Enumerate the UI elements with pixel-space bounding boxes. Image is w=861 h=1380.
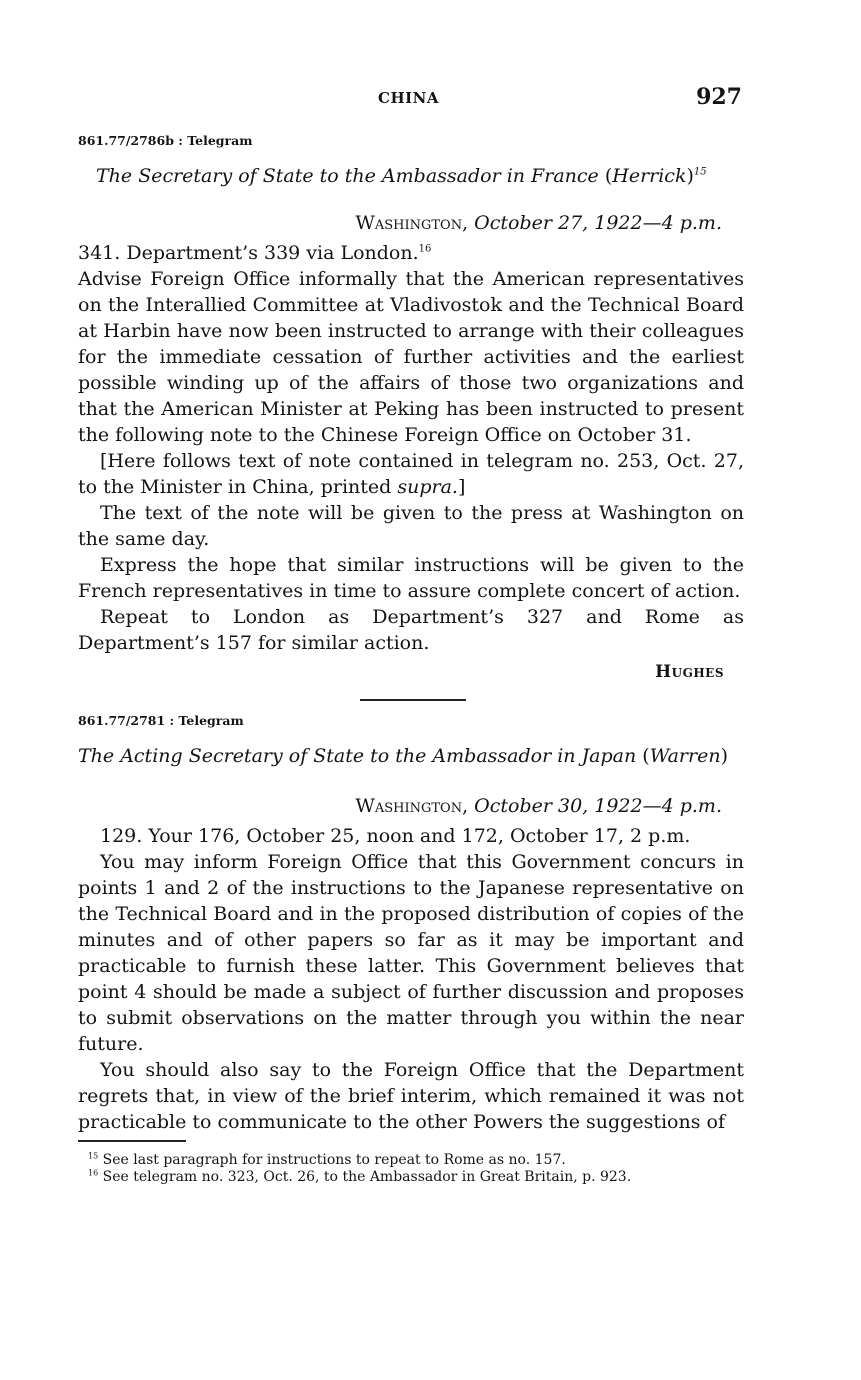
running-header-title: CHINA: [378, 89, 439, 107]
doc2-heading-text: The Acting Secretary of State to the Ambassador in Japan: [78, 745, 637, 767]
section-divider: [360, 699, 466, 701]
doc1-paragraph: Advise Foreign Office informally that the American representatives on the Interallied Committee at Vladivostok and the Technical Board at Harbin have now been instructed to arrange with their colleagues for the immediate cessation of further activities and the earliest possible winding up of the affairs of those two organizations and that the American Minister at Peking has been instructed to present the following note to the Chinese Foreign Office on October 31.: [78, 268, 744, 446]
doc2-heading: The Acting Secretary of State to the Ambassador in Japan (Warren): [78, 745, 728, 767]
doc1-paragraph: 341. Department’s 339 via London.$^{16}$: [78, 242, 432, 264]
doc1-heading-text: The Secretary of State to the Ambassador in France: [96, 165, 599, 187]
doc1-paragraph: Express the hope that similar instructions will be given to the French representatives in time to assure complete concert of action.: [78, 554, 744, 602]
doc1-body: [78, 240, 744, 656]
footnote-ref-15: 15: [693, 166, 707, 178]
doc2-dateline-date: October 30, 1922—4 p.m.: [474, 795, 722, 817]
footnote-15: $^{15}$ See last paragraph for instructions to repeat to Rome as no. 157.: [88, 1151, 566, 1168]
doc2-dateline-place: Washington,: [355, 795, 469, 817]
footnote-ref-16: 16: [418, 243, 432, 255]
doc2-file-id: 861.77/2781 : Telegram: [78, 713, 244, 728]
doc2-body: [78, 823, 744, 1135]
doc2-dateline: [355, 795, 722, 817]
doc1-addressee: Herrick: [612, 165, 687, 187]
footnote-16: $^{16}$ See telegram no. 323, Oct. 26, to the Ambassador in Great Britain, p. 923.: [88, 1168, 632, 1185]
document-page: [78, 0, 744, 1380]
doc2-paragraph: You should also say to the Foreign Office that the Department regrets that, in view of the brief interim, which remained it was not practicable to communicate to the other Powers the suggestions of: [78, 1059, 744, 1133]
footnotes: [78, 1152, 744, 1186]
doc1-dateline-place: Washington,: [355, 212, 469, 234]
doc1-dateline: [355, 212, 722, 234]
doc1-heading: The Secretary of State to the Ambassador in France (Herrick)$^{15}$: [96, 165, 707, 187]
doc1-paragraph: The text of the note will be given to the press at Washington on the same day.: [78, 502, 744, 550]
doc1-paragraph: Repeat to London as Department’s 327 and Rome as Department’s 157 for similar action.: [78, 606, 744, 654]
doc1-paragraph: [Here follows text of note contained in telegram no. 253, Oct. 27, to the Minister in China, printed supra.]: [78, 450, 744, 498]
page-number: 927: [696, 84, 742, 110]
doc2-paragraph: 129. Your 176, October 25, noon and 172, October 17, 2 p.m.: [100, 825, 691, 847]
doc1-signature: Hughes: [655, 662, 724, 682]
doc1-file-id: 861.77/2786b : Telegram: [78, 133, 253, 148]
footnote-rule: [78, 1140, 186, 1142]
doc1-dateline-date: October 27, 1922—4 p.m.: [474, 212, 722, 234]
doc2-addressee: Warren: [649, 745, 721, 767]
doc2-paragraph: You may inform Foreign Office that this Government concurs in points 1 and 2 of the instructions to the Japanese representative on the Technical Board and in the proposed distribution of copies of the minutes and of other papers so far as it may be important and practicable to furnish these latter. This Government believes that point 4 should be made a subject of further discussion and proposes to submit observations on the matter through you within the near future.: [78, 851, 744, 1055]
